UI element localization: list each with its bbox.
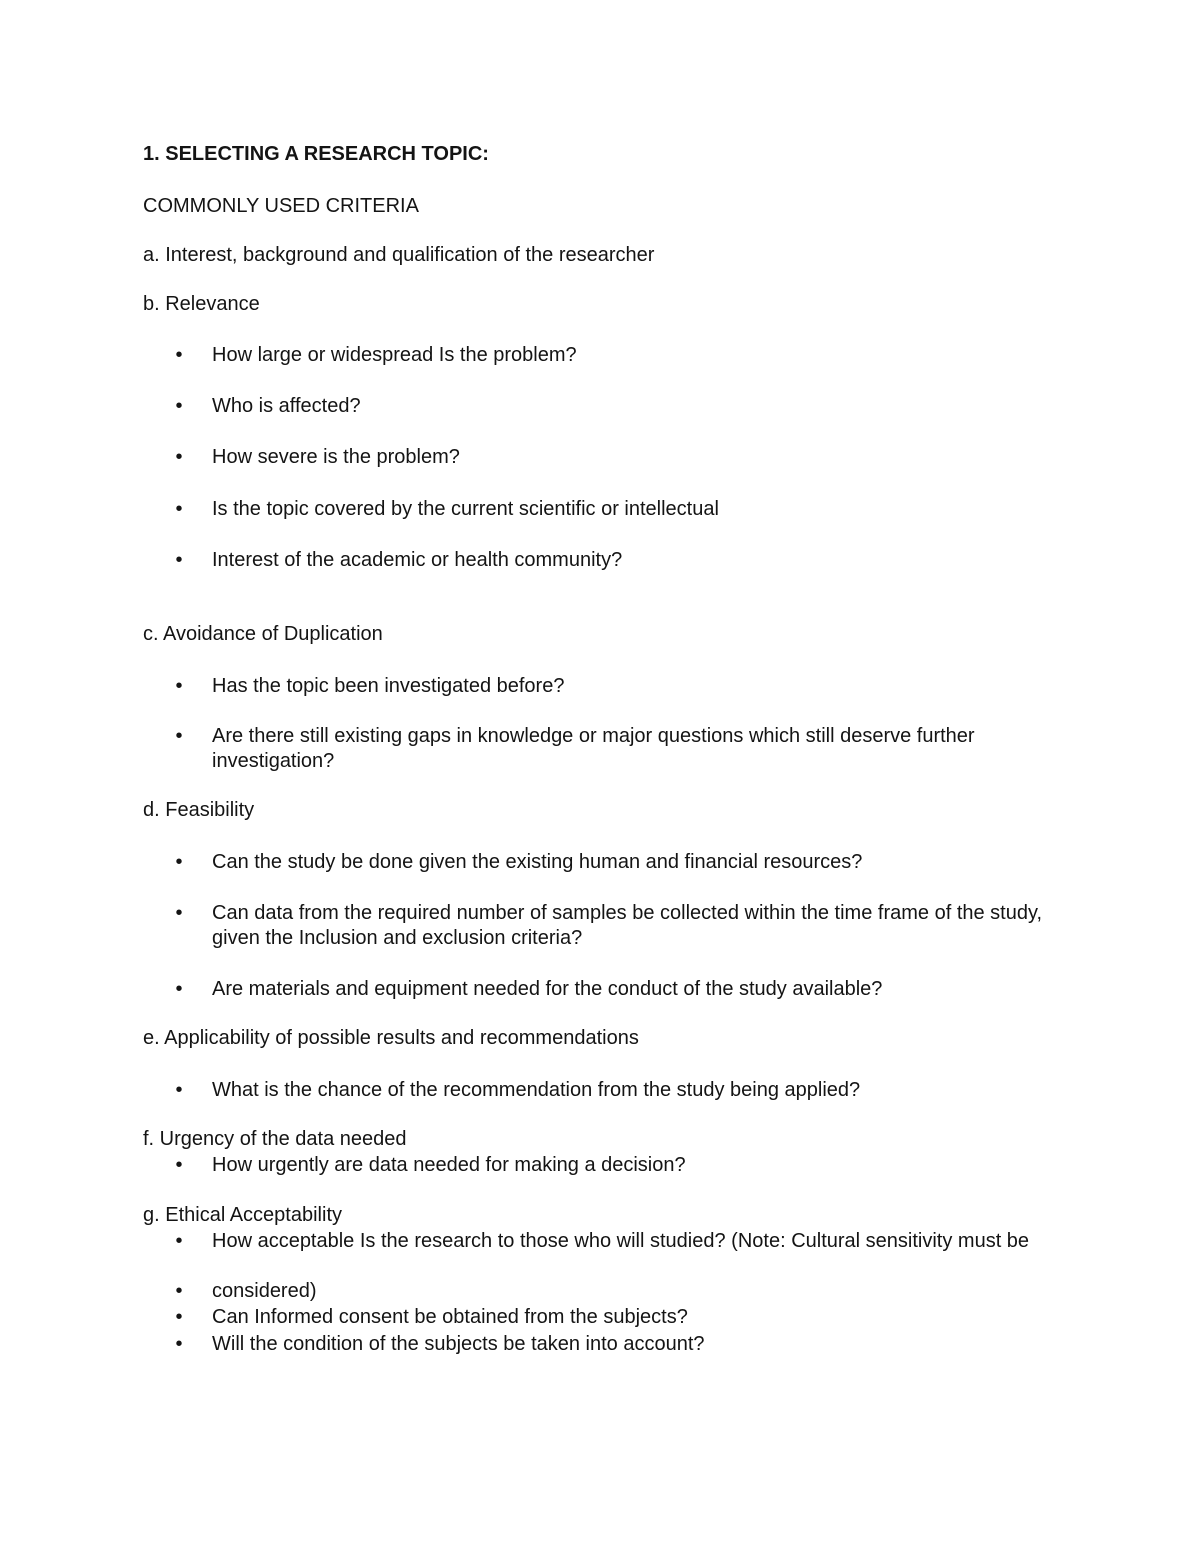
section-subtitle: COMMONLY USED CRITERIA [143,195,419,217]
criterion-c-heading: c. Avoidance of Duplication [143,623,383,645]
page-title: 1. SELECTING A RESEARCH TOPIC: [143,143,489,165]
list-item: Can the study be done given the existing human and financial resources? [212,851,863,873]
bullet-icon: • [175,902,183,924]
list-item: How large or widespread Is the problem? [212,344,577,366]
criterion-b-heading: b. Relevance [143,293,260,315]
list-item: Interest of the academic or health community? [212,549,623,571]
list-item: How acceptable Is the research to those who will studied? (Note: Cultural sensitivity must be [212,1230,1030,1252]
bullet-icon: • [175,725,183,747]
list-item: Will the condition of the subjects be taken into account? [212,1333,705,1355]
list-item: Has the topic been investigated before? [212,675,565,697]
list-item: Can data from the required number of samples be collected within the time frame of the study, given the Inclusion and exclusion criteria? [212,902,1043,949]
bullet-icon: • [175,851,183,873]
list-item: Are materials and equipment needed for the conduct of the study available? [212,978,883,1000]
list-item: considered) [212,1280,317,1302]
bullet-icon: • [175,1333,183,1355]
criterion-f-heading: f. Urgency of the data needed [143,1128,407,1150]
list-item: Who is affected? [212,395,361,417]
criterion-e-heading: e. Applicability of possible results and recommendations [143,1027,639,1049]
criterion-d-heading: d. Feasibility [143,799,255,821]
bullet-icon: • [175,1154,183,1176]
bullet-icon: • [175,1306,183,1328]
list-item: How severe is the problem? [212,446,460,468]
list-item: Is the topic covered by the current scientific or intellectual [212,498,719,520]
list-item: What is the chance of the recommendation from the study being applied? [212,1079,861,1101]
bullet-icon: • [175,675,183,697]
bullet-icon: • [175,1230,183,1252]
bullet-icon: • [175,1079,183,1101]
bullet-icon: • [175,549,183,571]
bullet-icon: • [175,344,183,366]
criterion-g-heading: g. Ethical Acceptability [143,1204,342,1226]
list-item: Can Informed consent be obtained from the subjects? [212,1306,688,1328]
list-item: Are there still existing gaps in knowledge or major questions which still deserve further investigation? [212,725,975,772]
bullet-icon: • [175,978,183,1000]
list-item: How urgently are data needed for making a decision? [212,1154,686,1176]
bullet-icon: • [175,1280,183,1302]
bullet-icon: • [175,498,183,520]
bullet-icon: • [175,446,183,468]
bullet-icon: • [175,395,183,417]
criterion-a-heading: a. Interest, background and qualification of the researcher [143,244,655,266]
